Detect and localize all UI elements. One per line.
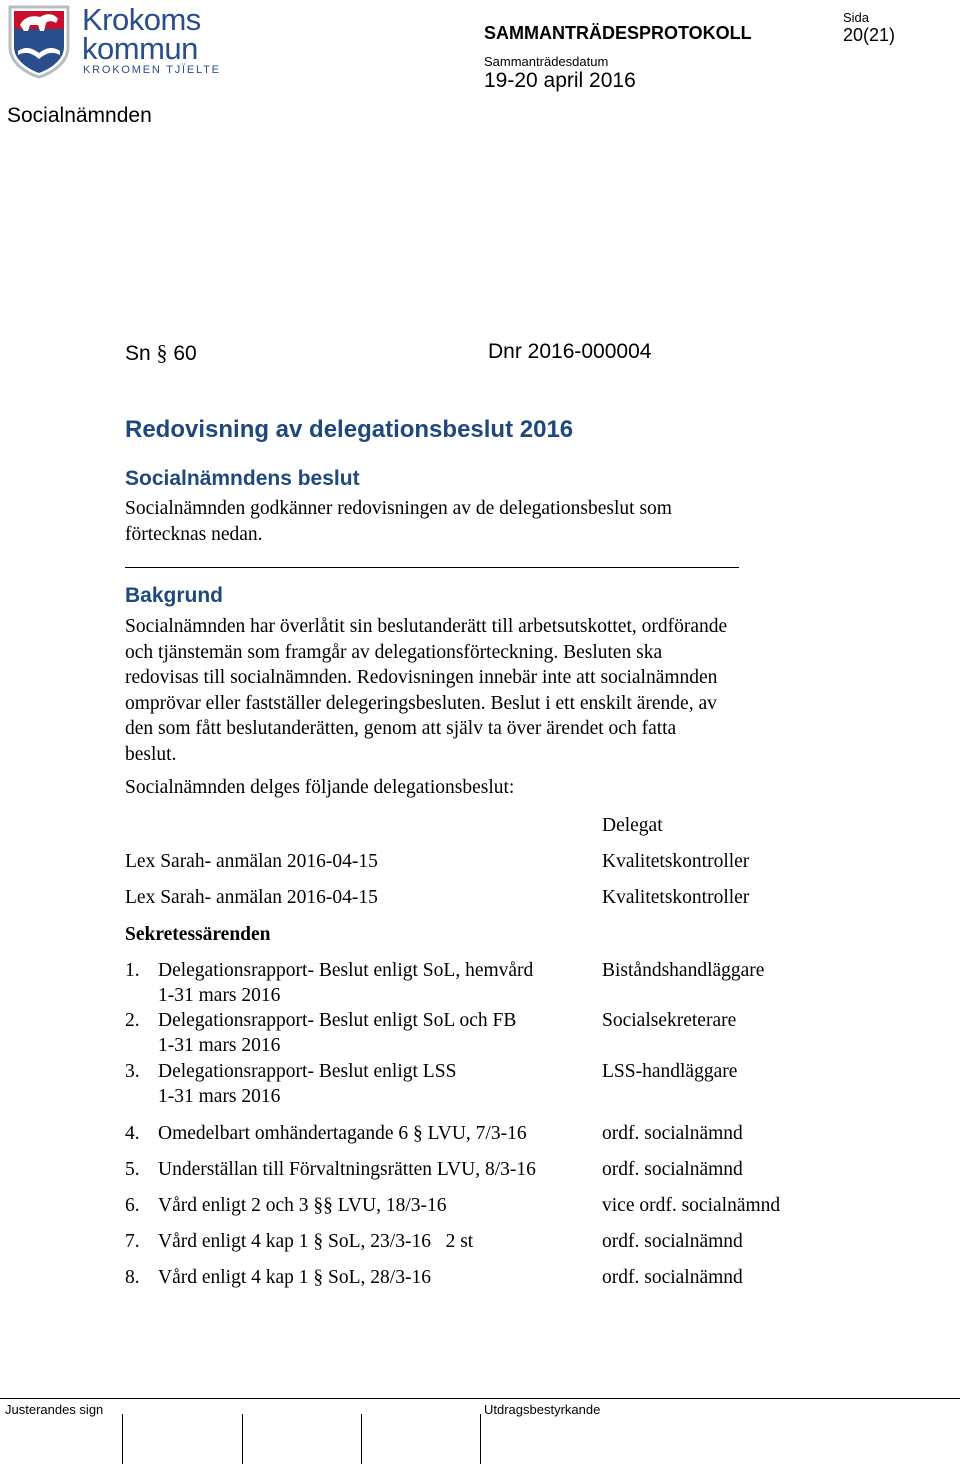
list-item: Delegationsrapport- Beslut enligt SoL, hemvård	[158, 960, 534, 981]
list-item: Delegationsrapport- Beslut enligt LSS	[158, 1061, 457, 1082]
list-item: Underställan till Förvaltningsrätten LVU, 8/3-16	[158, 1159, 536, 1180]
list-item-period: 1-31 mars 2016	[158, 1035, 281, 1056]
delegations-intro: Socialnämnden delges följande delegationsbeslut:	[125, 777, 515, 798]
list-item: Lex Sarah- anmälan 2016-04-15	[125, 887, 378, 908]
section-number: Sn § 60	[125, 340, 197, 365]
coat-of-arms-icon	[6, 3, 72, 79]
signature-box-divider	[242, 1414, 243, 1464]
delegate: ordf. socialnämnd	[602, 1267, 743, 1288]
list-number: 3.	[125, 1061, 140, 1082]
registration-number: Dnr 2016-000004	[488, 340, 652, 363]
delegate: Kvalitetskontroller	[602, 851, 750, 872]
delegate: ordf. socialnämnd	[602, 1123, 743, 1144]
brand-name: Krokoms	[82, 2, 201, 37]
brand-name-line2: kommun	[82, 31, 198, 66]
committee-name: Socialnämnden	[7, 104, 152, 127]
secrecy-heading: Sekretessärenden	[125, 924, 271, 945]
delegate: Kvalitetskontroller	[602, 887, 750, 908]
decision-heading: Socialnämndens beslut	[125, 467, 360, 490]
delegate: LSS-handläggare	[602, 1061, 738, 1082]
list-number: 6.	[125, 1195, 140, 1216]
list-item: Omedelbart omhändertagande 6 § LVU, 7/3-16	[158, 1123, 527, 1144]
delegate: vice ordf. socialnämnd	[602, 1195, 781, 1216]
signature-footer	[0, 1398, 960, 1464]
background-heading: Bakgrund	[125, 584, 224, 607]
delegate: Biståndshandläggare	[602, 960, 765, 981]
delegate: Socialsekreterare	[602, 1010, 737, 1031]
list-number: 5.	[125, 1159, 140, 1180]
delegate: ordf. socialnämnd	[602, 1159, 743, 1180]
delegate: ordf. socialnämnd	[602, 1231, 743, 1252]
list-item-period: 1-31 mars 2016	[158, 985, 281, 1006]
list-item: Delegationsrapport- Beslut enligt SoL och FB	[158, 1010, 517, 1031]
signature-box-divider	[480, 1414, 481, 1464]
list-number: 2.	[125, 1010, 140, 1031]
list-number: 4.	[125, 1123, 140, 1144]
list-item: Vård enligt 2 och 3 §§ LVU, 18/3-16	[158, 1195, 447, 1216]
signature-label: Justerandes sign	[5, 1402, 104, 1417]
decision-text: Socialnämnden godkänner redovisningen av de delegationsbeslut som förtecknas nedan.	[125, 498, 672, 545]
meeting-date: 19-20 april 2016	[484, 69, 636, 92]
list-number: 1.	[125, 960, 140, 981]
page-title: Redovisning av delegationsbeslut 2016	[125, 416, 574, 443]
document-type: SAMMANTRÄDESPROTOKOLL	[484, 23, 752, 43]
footer-divider	[0, 1398, 960, 1399]
list-item: Vård enligt 4 kap 1 § SoL, 28/3-16	[158, 1267, 431, 1288]
list-item: Vård enligt 4 kap 1 § SoL, 23/3-16 2 st	[158, 1231, 474, 1252]
divider	[125, 567, 739, 568]
background-text: Socialnämnden har överlåtit sin beslutanderätt till arbetsutskottet, ordförande och tjänstemän som framgår av delegationsförteckning. Besluten ska redovisas till socialnämnden. Redovisningen innebär inte att socialnämnden omprövar eller fastställer delegeringsbesluten. Beslut i ett enskilt ärende, av den som fått beslutanderätten, genom att själv ta över ärendet och fatta beslut.	[125, 616, 728, 765]
page-number: 20(21)	[843, 25, 896, 45]
list-item: Lex Sarah- anmälan 2016-04-15	[125, 851, 378, 872]
list-number: 8.	[125, 1267, 140, 1288]
extract-certification-label: Utdragsbestyrkande	[484, 1402, 601, 1417]
brand-subtitle: KROKOMEN TJÏELTE	[83, 64, 221, 76]
signature-box-divider	[361, 1414, 362, 1464]
page-label: Sida	[843, 10, 870, 25]
meeting-date-label: Sammanträdesdatum	[484, 54, 609, 69]
signature-box-divider	[122, 1414, 123, 1464]
list-number: 7.	[125, 1231, 140, 1252]
delegate-column-header: Delegat	[602, 815, 663, 836]
list-item-period: 1-31 mars 2016	[158, 1086, 281, 1107]
